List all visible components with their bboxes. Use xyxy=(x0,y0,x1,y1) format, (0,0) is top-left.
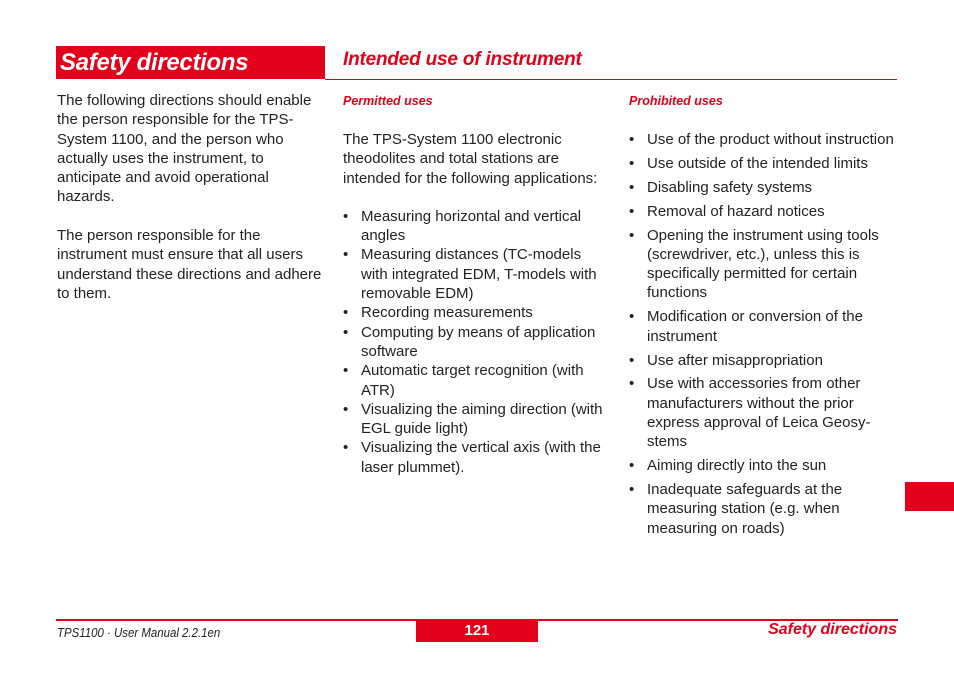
chapter-title: Safety directions xyxy=(60,49,249,76)
footer-section-label: Safety directions xyxy=(768,621,897,638)
permitted-uses-intro: The TPS-System 1100 electronic theodolites and total stations are intended for the following applications: xyxy=(343,131,598,187)
list-item: • Use of the product without instruction xyxy=(629,130,901,149)
list-item: • Disabling safety systems xyxy=(629,178,901,197)
chapter-title-box xyxy=(56,46,325,79)
prohibited-uses-column xyxy=(629,92,901,543)
chapter-tab-marker xyxy=(905,482,954,511)
list-item: • Computing by means of application software xyxy=(343,323,605,362)
list-item: • Aiming directly into the sun xyxy=(629,456,901,475)
list-item: • Measuring distances (TC-models with integrated EDM, T-models with removable EDM) xyxy=(343,245,605,303)
list-item: • Recording measurements xyxy=(343,303,605,322)
header-rule xyxy=(325,79,897,80)
list-item: • Visualizing the vertical axis (with the laser plummet). xyxy=(343,438,605,477)
intro-column xyxy=(57,91,325,303)
list-item: • Opening the instrument using tools (screwdriver, etc.), unless this is specifically permitted for certain functions xyxy=(629,226,901,303)
list-item: • Use with accessories from other manufacturers without the prior express approval of Leica Geosy-stems xyxy=(629,374,901,451)
footer-manual-label: TPS1100 · User Manual 2.2.1en xyxy=(57,625,221,640)
list-item: • Measuring horizontal and vertical angles xyxy=(343,207,605,246)
page-number-box xyxy=(416,620,538,642)
list-item: • Inadequate safeguards at the measuring station (e.g. when measuring on roads) xyxy=(629,480,901,538)
prohibited-uses-list xyxy=(629,130,901,538)
list-item: • Automatic target recognition (with ATR) xyxy=(343,361,605,400)
list-item: • Use after misappropriation xyxy=(629,351,901,370)
permitted-uses-column xyxy=(343,92,605,477)
list-item: • Modification or conversion of the instrument xyxy=(629,307,901,346)
list-item: • Use outside of the intended limits xyxy=(629,154,901,173)
permitted-uses-heading: Permitted uses xyxy=(343,94,433,108)
intro-paragraph-2: The person responsible for the instrument must ensure that all users understand these directions and adhere to them. xyxy=(57,227,322,302)
section-title: Intended use of instrument xyxy=(343,49,582,70)
permitted-uses-list xyxy=(343,207,605,477)
intro-paragraph-1: The following directions should enable the person responsible for the TPS-System 1100, and the person who actually uses the instrument, to anticipate and avoid operational hazards. xyxy=(57,92,312,206)
prohibited-uses-heading: Prohibited uses xyxy=(629,94,723,108)
list-item: • Visualizing the aiming direction (with EGL guide light) xyxy=(343,400,605,439)
page-number: 121 xyxy=(464,622,490,639)
list-item: • Removal of hazard notices xyxy=(629,202,901,221)
